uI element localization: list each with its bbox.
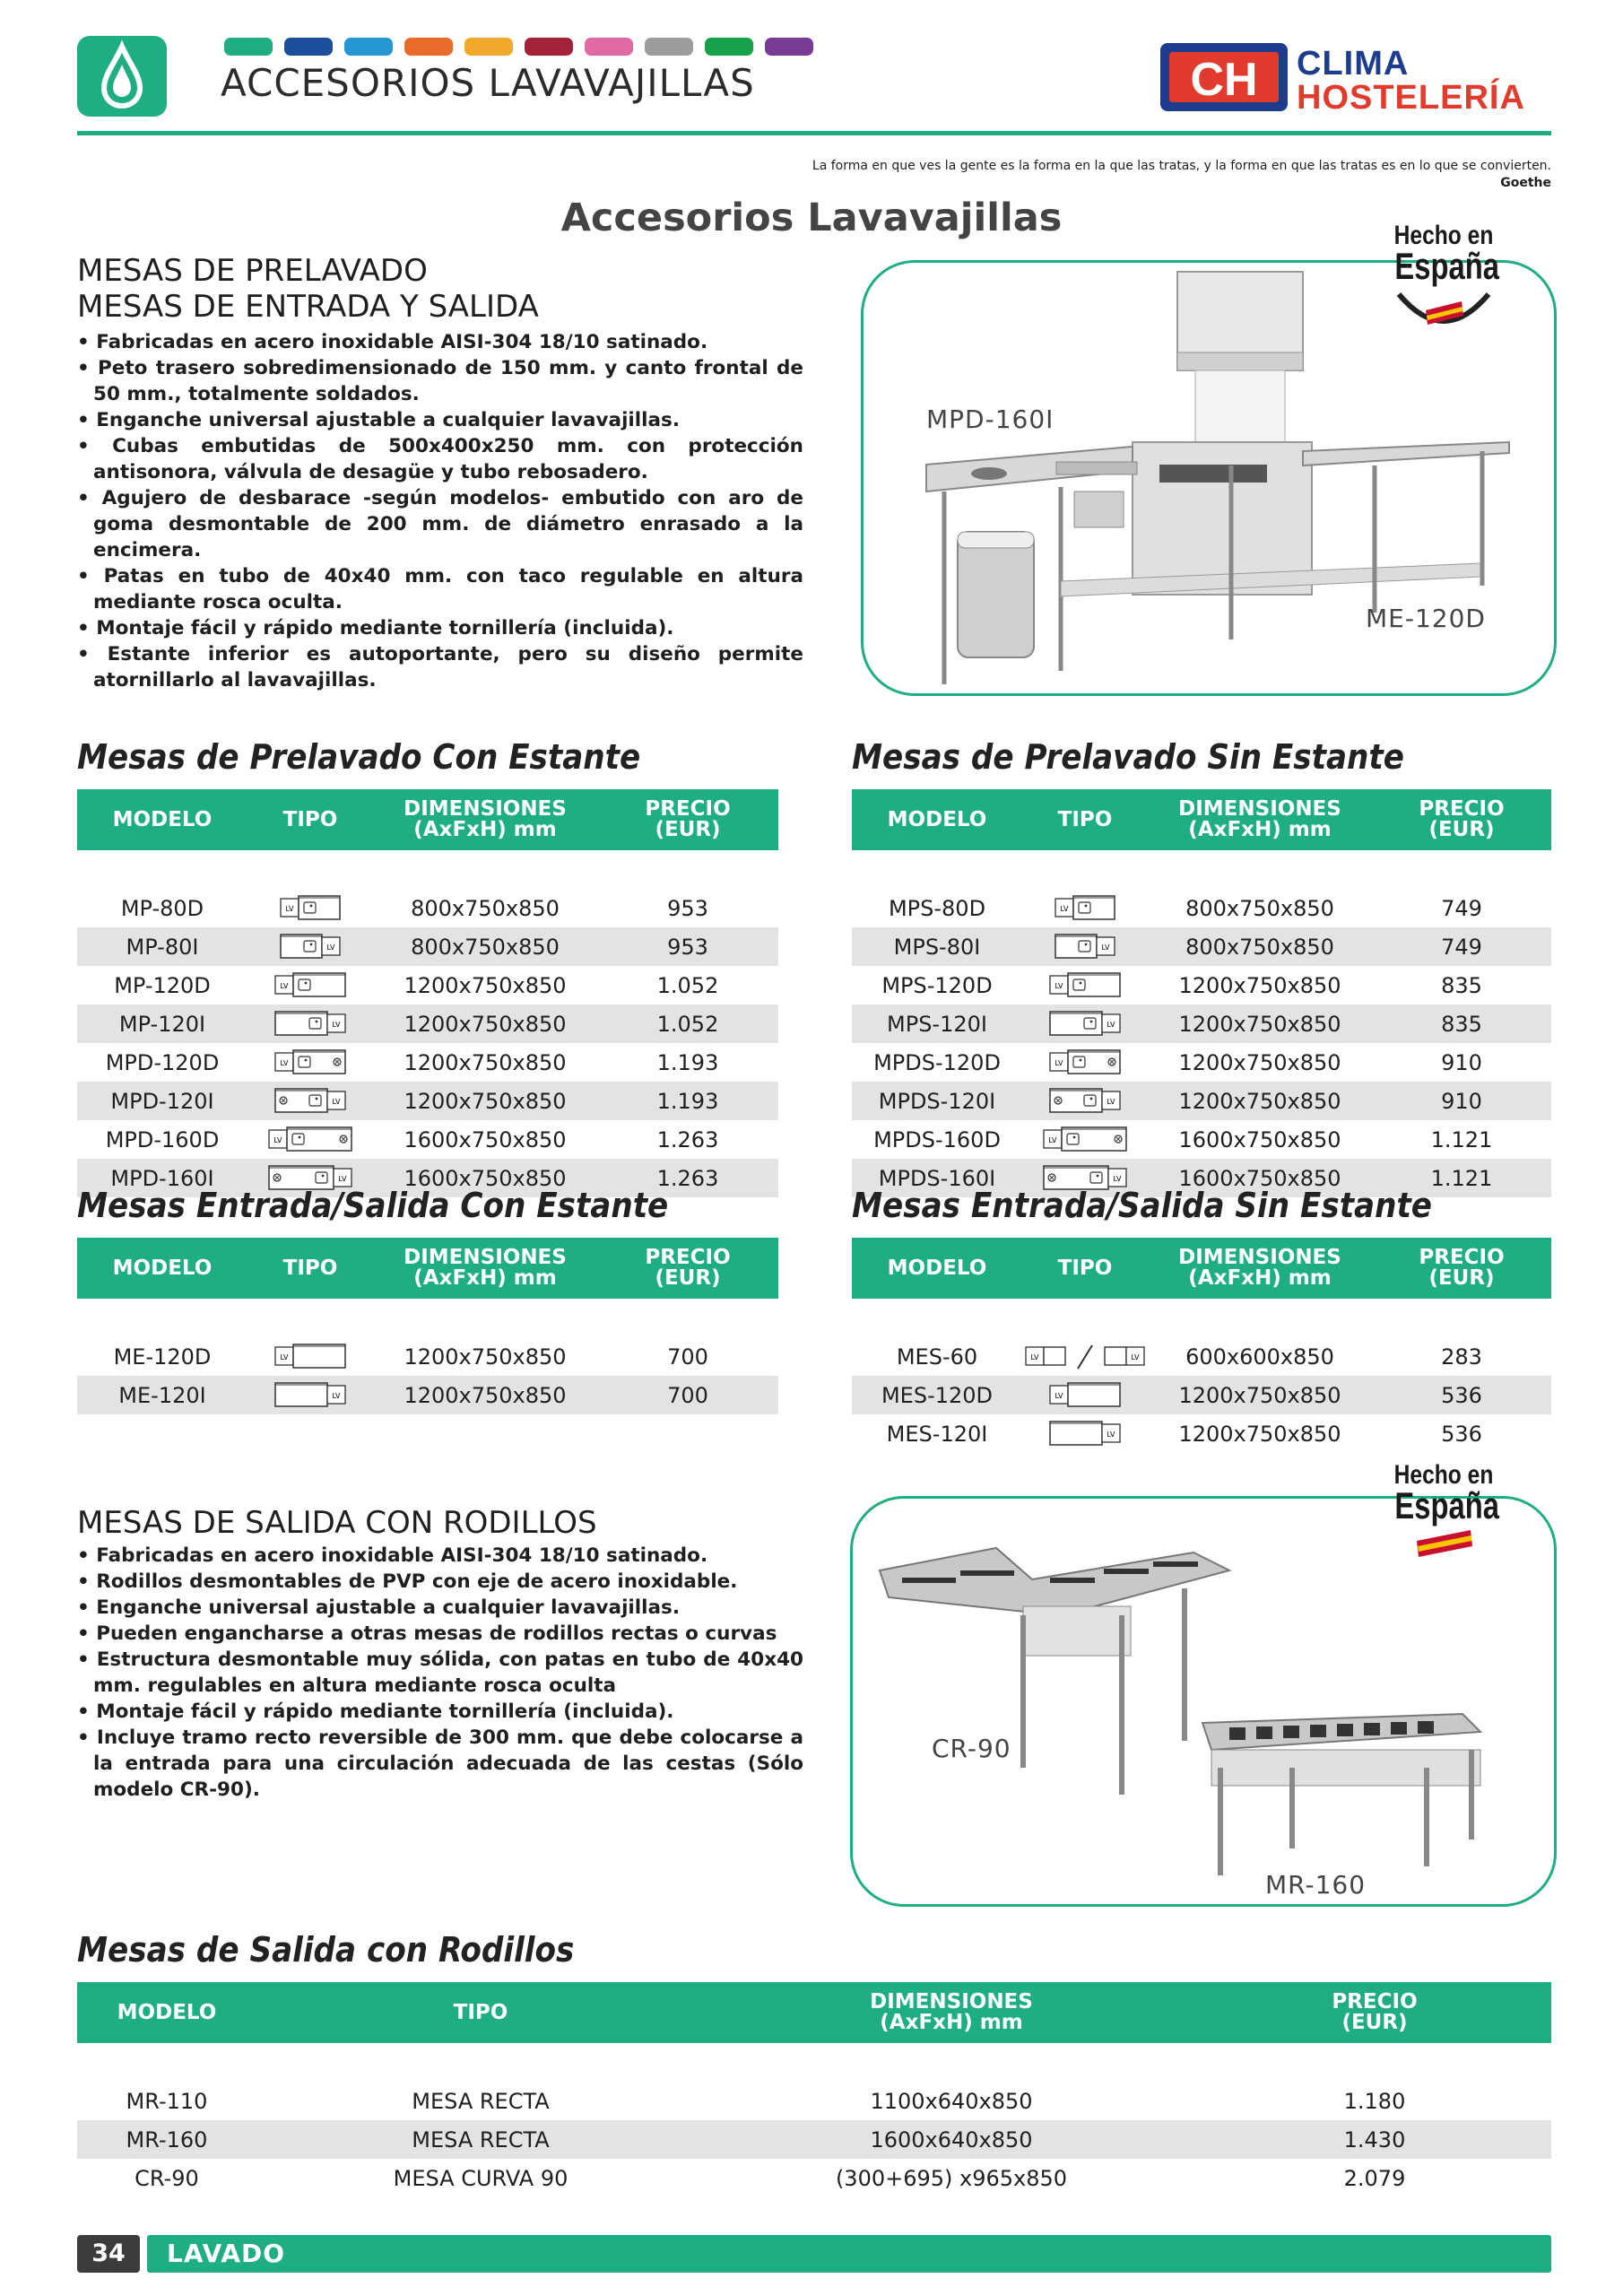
col-precio: PRECIO (EUR)	[1198, 1982, 1551, 2043]
svg-text:LV: LV	[1048, 1135, 1057, 1144]
svg-text:LV: LV	[1101, 943, 1110, 952]
svg-text:LV: LV	[273, 1135, 282, 1144]
cell-modelo: MP-80I	[77, 927, 247, 966]
badge-line2: España	[1394, 245, 1499, 287]
cell-dimensiones: 800x750x850	[373, 927, 597, 966]
col-dimensiones: DIMENSIONES (AxFxH) mm	[1148, 1238, 1372, 1299]
table-title-entrada-salida-con-estante: Mesas Entrada/Salida Con Estante	[77, 1186, 669, 1225]
cell-precio: 910	[1372, 1082, 1551, 1120]
table-row	[77, 1120, 778, 1159]
cell-dimensiones: (300+695) x965x850	[835, 2165, 1068, 2191]
color-swatch	[525, 38, 573, 56]
cell-precio: 536	[1441, 1421, 1482, 1447]
cell-dimensiones: 1600x750x850	[1148, 1159, 1372, 1197]
cell-precio: 1.263	[656, 1126, 719, 1152]
col-precio: PRECIO (EUR)	[1372, 789, 1551, 850]
bullet-item: • Agujero de desbarace -según modelos- embutido con aro de goma desmontable de 200 mm. de diámetro enrasado a la encimera.	[77, 485, 803, 563]
cell-dimensiones: 1200x750x850	[1148, 1004, 1372, 1043]
cell-precio: 1.193	[597, 1082, 778, 1120]
table-row	[852, 927, 1551, 966]
cell-tipo: MESA CURVA 90	[393, 2165, 568, 2191]
tipo-layout-icon	[247, 927, 373, 966]
cell-dimensiones: 1200x750x850	[404, 1344, 567, 1370]
svg-text:LV: LV	[326, 943, 335, 952]
image-label-me120d: ME-120D	[1366, 604, 1486, 633]
cell-dimensiones: 1100x640x850	[870, 2088, 1033, 2114]
svg-text:LV: LV	[1131, 1352, 1140, 1361]
cell-modelo: MPDS-120D	[873, 1049, 1001, 1075]
spain-flag-icon	[1381, 1525, 1506, 1561]
image-label-cr90: CR-90	[932, 1734, 1011, 1763]
tipo-layout-icon	[1022, 1120, 1148, 1159]
color-swatch	[404, 38, 453, 56]
cell-precio: 953	[597, 927, 778, 966]
cell-modelo: MES-60	[896, 1344, 978, 1370]
section1-heading-line2: MESAS DE ENTRADA Y SALIDA	[77, 289, 539, 325]
cell-precio: 1.121	[1430, 1126, 1493, 1152]
tipo-layout-icon	[247, 966, 373, 1004]
hecho-en-espana-badge-2	[1381, 1462, 1506, 1564]
cell-modelo: MP-80D	[120, 895, 204, 921]
col-precio: PRECIO (EUR)	[597, 1238, 778, 1299]
cell-precio: 1.121	[1372, 1159, 1551, 1197]
table-title-prelavado-con-estante: Mesas de Prelavado Con Estante	[77, 737, 641, 777]
cell-precio: 1.052	[597, 1004, 778, 1043]
spain-flag-icon	[1381, 285, 1506, 339]
cell-dimensiones: 1200x750x850	[404, 1049, 567, 1075]
bullet-item: • Cubas embutidas de 500x400x250 mm. con protección antisonora, válvula de desagüe y tubo rebosadero.	[77, 433, 803, 485]
badge-line1: Hecho en	[1393, 221, 1494, 250]
cell-precio: 1.193	[656, 1049, 719, 1075]
cell-precio: 283	[1441, 1344, 1482, 1370]
cell-modelo: MP-120I	[77, 1004, 247, 1043]
cell-dimensiones: 800x750x850	[1148, 927, 1372, 966]
table-row	[852, 1376, 1551, 1414]
cell-precio: 835	[1372, 1004, 1551, 1043]
cell-precio: 835	[1441, 972, 1482, 998]
cell-tipo: MESA RECTA	[256, 2120, 705, 2159]
tipo-layout-icon	[1022, 1082, 1148, 1120]
cell-modelo: MPS-120D	[881, 972, 993, 998]
section1-heading	[77, 253, 539, 325]
footer-section-label: LAVADO	[147, 2235, 1551, 2273]
hecho-en-espana-badge	[1381, 222, 1506, 343]
col-modelo: MODELO	[852, 1238, 1022, 1299]
bullet-item: • Patas en tubo de 40x40 mm. con taco regulable en altura mediante rosca oculta.	[77, 563, 803, 615]
quote-author: Goethe	[1500, 176, 1551, 190]
bullet-item: • Fabricadas en acero inoxidable AISI-304 18/10 satinado.	[77, 1543, 803, 1569]
cell-modelo: ME-120D	[113, 1344, 212, 1370]
svg-text:LV: LV	[280, 1352, 289, 1361]
cell-precio: 1.430	[1198, 2120, 1551, 2159]
image-label-mpd160i: MPD-160I	[926, 404, 1055, 434]
cell-precio: 910	[1441, 1049, 1482, 1075]
cell-dimensiones: 1200x750x850	[373, 1004, 597, 1043]
color-swatch	[464, 38, 513, 56]
cell-precio: 1.263	[597, 1159, 778, 1197]
header-title: ACCESORIOS LAVAVAJILLAS	[221, 61, 755, 105]
color-swatch	[344, 38, 393, 56]
table-title-salida-rodillos: Mesas de Salida con Rodillos	[77, 1930, 575, 1970]
cell-dimensiones: 1200x750x850	[1148, 1082, 1372, 1120]
table-prelavado-con-estante	[77, 789, 778, 1197]
svg-text:LV: LV	[1107, 1097, 1115, 1106]
tipo-layout-icon	[1022, 966, 1148, 1004]
bullet-item: • Fabricadas en acero inoxidable AISI-304 18/10 satinado.	[77, 329, 803, 355]
col-tipo: TIPO	[1022, 1238, 1148, 1299]
col-dimensiones: DIMENSIONES (AxFxH) mm	[705, 1982, 1198, 2043]
col-tipo: TIPO	[256, 1982, 705, 2043]
tipo-layout-icon	[247, 1120, 373, 1159]
cell-modelo: MR-110	[126, 2088, 208, 2114]
section2-bullet-list	[77, 1543, 803, 1803]
cell-modelo: MES-120D	[852, 1376, 1022, 1414]
ch-logo-mark	[1157, 36, 1291, 117]
svg-text:LV: LV	[332, 1020, 341, 1029]
tipo-layout-icon	[247, 889, 373, 927]
cell-modelo: MPD-120I	[77, 1082, 247, 1120]
table-title-entrada-salida-sin-estante: Mesas Entrada/Salida Sin Estante	[852, 1186, 1433, 1225]
table-row	[77, 1043, 778, 1082]
table-row	[77, 1376, 778, 1414]
cell-modelo: MPD-160D	[105, 1126, 220, 1152]
cell-dimensiones: 1200x750x850	[1148, 1376, 1372, 1414]
table-row	[77, 927, 778, 966]
badge-line2: España	[1394, 1484, 1499, 1526]
cell-dimensiones: 1600x750x850	[373, 1159, 597, 1197]
table-row	[852, 889, 1551, 927]
tipo-layout-icon	[1022, 1004, 1148, 1043]
col-tipo: TIPO	[247, 1238, 373, 1299]
col-modelo: MODELO	[77, 1238, 247, 1299]
svg-text:LV: LV	[332, 1391, 341, 1400]
color-swatch	[645, 38, 693, 56]
table-prelavado-sin-estante	[852, 789, 1551, 1197]
section1-heading-line1: MESAS DE PRELAVADO	[77, 253, 428, 289]
tipo-layout-icon	[1022, 1337, 1148, 1376]
section2-heading: MESAS DE SALIDA CON RODILLOS	[77, 1505, 597, 1541]
cell-modelo: MPDS-120I	[852, 1082, 1022, 1120]
color-swatch	[765, 38, 813, 56]
color-swatch	[224, 38, 273, 56]
cell-modelo: MPDS-160I	[852, 1159, 1022, 1197]
tipo-layout-icon	[247, 1082, 373, 1120]
cell-dimensiones: 1200x750x850	[1178, 1049, 1341, 1075]
svg-text:LV: LV	[280, 1058, 289, 1067]
cell-dimensiones: 600x600x850	[1185, 1344, 1334, 1370]
cell-modelo: MPDS-160D	[873, 1126, 1001, 1152]
table-row	[77, 966, 778, 1004]
svg-text:LV: LV	[338, 1174, 347, 1183]
table-row	[77, 2082, 1551, 2120]
tipo-layout-icon	[1022, 927, 1148, 966]
cell-dimensiones: 1600x750x850	[1178, 1126, 1341, 1152]
col-modelo: MODELO	[852, 789, 1022, 850]
col-precio: PRECIO (EUR)	[1372, 1238, 1551, 1299]
tipo-layout-icon	[247, 1043, 373, 1082]
table-row	[77, 1004, 778, 1043]
bullet-item: • Incluye tramo recto reversible de 300 mm. que debe colocarse a la entrada para una circulación adecuada de las cestas (Sólo modelo CR-90).	[77, 1725, 803, 1803]
table-row	[77, 1337, 778, 1376]
table-row	[77, 1082, 778, 1120]
bullet-item: • Rodillos desmontables de PVP con eje de acero inoxidable.	[77, 1569, 803, 1595]
logo-line2: HOSTELERÍA	[1297, 79, 1525, 117]
quote-text: La forma en que ves la gente es la forma en la que las tratas, y la forma en que las tratas es en lo que se convierten.	[812, 159, 1551, 173]
cell-modelo: MPS-80I	[852, 927, 1022, 966]
col-dimensiones: DIMENSIONES (AxFxH) mm	[1148, 789, 1372, 850]
cell-modelo: MPS-80D	[888, 895, 986, 921]
cell-precio: 1.052	[656, 972, 719, 998]
col-dimensiones: DIMENSIONES (AxFxH) mm	[373, 789, 597, 850]
section1-bullet-list	[77, 329, 803, 693]
cell-dimensiones: 1600x640x850	[705, 2120, 1198, 2159]
water-drop-icon	[77, 36, 167, 117]
cell-precio: 749	[1441, 895, 1482, 921]
bullet-item: • Estante inferior es autoportante, pero su diseño permite atornillarlo al lavavajillas.	[77, 641, 803, 693]
tipo-layout-icon	[247, 1337, 373, 1376]
tipo-layout-icon	[1022, 1376, 1148, 1414]
col-tipo: TIPO	[1022, 789, 1148, 850]
table-row	[852, 1082, 1551, 1120]
cell-modelo: MPS-120I	[852, 1004, 1022, 1043]
cell-dimensiones: 1200x750x850	[1178, 1421, 1341, 1447]
cell-modelo: MPD-120D	[105, 1049, 220, 1075]
page-number: 34	[77, 2235, 140, 2273]
tipo-layout-icon	[247, 1004, 373, 1043]
cell-modelo: MES-120I	[886, 1421, 988, 1447]
tipo-layout-icon	[1022, 1414, 1148, 1453]
table-salida-rodillos	[77, 1982, 1551, 2197]
col-precio: PRECIO (EUR)	[597, 789, 778, 850]
col-modelo: MODELO	[77, 1982, 256, 2043]
bullet-item: • Montaje fácil y rápido mediante tornillería (incluida).	[77, 1699, 803, 1725]
col-modelo: MODELO	[77, 789, 247, 850]
cell-dimensiones: 1200x750x850	[373, 1376, 597, 1414]
cell-precio: 749	[1372, 927, 1551, 966]
color-swatch	[705, 38, 753, 56]
cell-dimensiones: 800x750x850	[1185, 895, 1334, 921]
cell-dimensiones: 1200x750x850	[1178, 972, 1341, 998]
logo-mark-text: CH	[1190, 54, 1258, 106]
color-swatch	[284, 38, 333, 56]
table-row	[77, 889, 778, 927]
page-title: Accesorios Lavavajillas	[560, 196, 1063, 240]
cell-modelo: ME-120I	[77, 1376, 247, 1414]
bullet-item: • Montaje fácil y rápido mediante tornillería (incluida).	[77, 615, 803, 641]
table-row	[852, 1120, 1551, 1159]
svg-text:LV: LV	[1107, 1430, 1115, 1439]
cell-dimensiones: 800x750x850	[411, 895, 560, 921]
cell-tipo: MESA RECTA	[412, 2088, 550, 2114]
company-logo	[1157, 36, 1556, 117]
svg-text:LV: LV	[1060, 904, 1069, 913]
category-color-swatches	[224, 38, 813, 56]
bullet-item: • Estructura desmontable muy sólida, con patas en tubo de 40x40 mm. regulables en altura mediante rosca oculta	[77, 1647, 803, 1699]
svg-text:LV: LV	[1030, 1352, 1039, 1361]
svg-text:LV: LV	[285, 904, 294, 913]
tipo-layout-icon	[1022, 889, 1148, 927]
col-tipo: TIPO	[247, 789, 373, 850]
tipo-layout-icon	[1022, 1043, 1148, 1082]
col-dimensiones: DIMENSIONES (AxFxH) mm	[373, 1238, 597, 1299]
bullet-item: • Enganche universal ajustable a cualquier lavavajillas.	[77, 1595, 803, 1621]
svg-text:LV: LV	[1107, 1020, 1115, 1029]
bullet-item: • Pueden engancharse a otras mesas de rodillos rectas o curvas	[77, 1621, 803, 1647]
svg-text:LV: LV	[1113, 1174, 1122, 1183]
color-swatch	[585, 38, 633, 56]
svg-text:LV: LV	[332, 1097, 341, 1106]
tipo-layout-icon	[247, 1376, 373, 1414]
table-row	[852, 1414, 1551, 1453]
cell-precio: 700	[667, 1344, 708, 1370]
image-label-mr160: MR-160	[1265, 1870, 1367, 1900]
cell-dimensiones: 1200x750x850	[404, 972, 567, 998]
cell-dimensiones: 1600x750x850	[404, 1126, 567, 1152]
svg-text:LV: LV	[1055, 1058, 1063, 1067]
header-divider	[77, 131, 1551, 135]
table-row	[852, 1337, 1551, 1376]
table-entrada-salida-sin-estante	[852, 1238, 1551, 1453]
table-row	[852, 966, 1551, 1004]
bullet-item: • Enganche universal ajustable a cualquier lavavajillas.	[77, 407, 803, 433]
cell-precio: 2.079	[1343, 2165, 1406, 2191]
cell-precio: 1.180	[1343, 2088, 1406, 2114]
cell-precio: 536	[1372, 1376, 1551, 1414]
cell-precio: 953	[667, 895, 708, 921]
logo-line1: CLIMA	[1297, 45, 1410, 83]
bullet-item: • Peto trasero sobredimensionado de 150 mm. y canto frontal de 50 mm., totalmente soldados.	[77, 355, 803, 407]
cell-modelo: MP-120D	[114, 972, 211, 998]
cell-dimensiones: 1200x750x850	[373, 1082, 597, 1120]
table-row	[852, 1043, 1551, 1082]
table-row	[852, 1004, 1551, 1043]
svg-text:LV: LV	[280, 981, 289, 990]
svg-text:LV: LV	[1055, 1391, 1063, 1400]
cell-precio: 700	[597, 1376, 778, 1414]
table-row	[77, 2120, 1551, 2159]
table-title-prelavado-sin-estante: Mesas de Prelavado Sin Estante	[852, 737, 1404, 777]
cell-modelo: MR-160	[77, 2120, 256, 2159]
table-entrada-salida-con-estante	[77, 1238, 778, 1414]
svg-text:LV: LV	[1055, 981, 1063, 990]
quote	[812, 158, 1551, 192]
badge-line1: Hecho en	[1393, 1460, 1494, 1490]
table-row	[77, 2159, 1551, 2197]
cell-modelo: MPD-160I	[77, 1159, 247, 1197]
cell-modelo: CR-90	[135, 2165, 199, 2191]
category-icon-tile	[77, 36, 167, 117]
